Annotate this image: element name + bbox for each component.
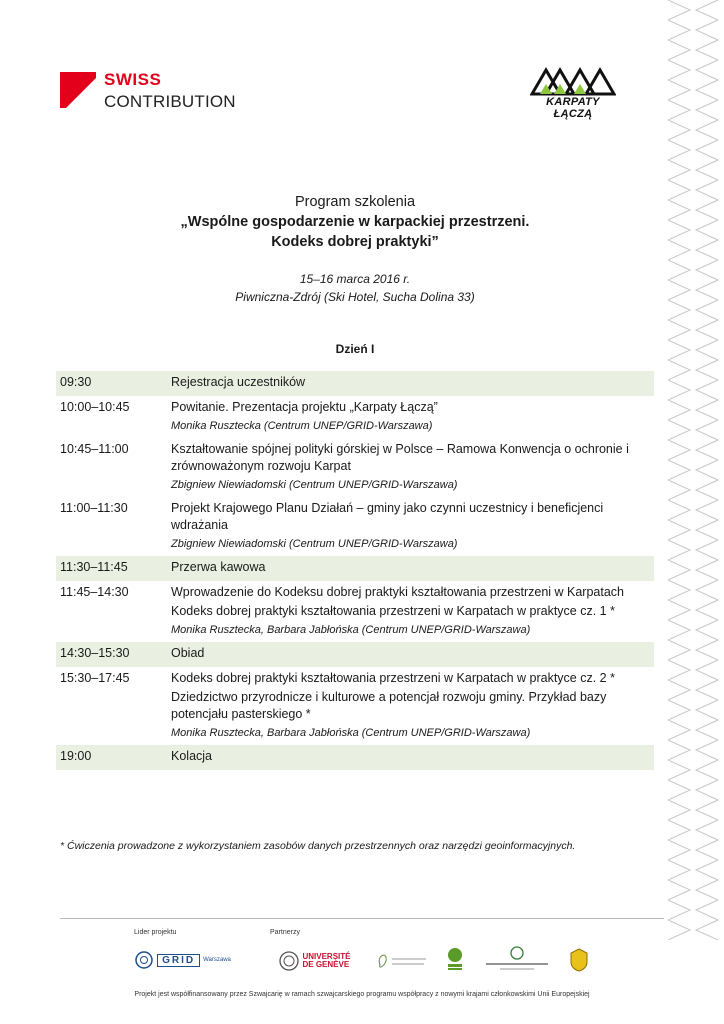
schedule-time: 11:30–11:45 (60, 560, 128, 574)
schedule-description (171, 441, 654, 494)
schedule-item-text: Przerwa kawowa (171, 560, 266, 574)
schedule-speaker: Zbigniew Niewiadomski (Centrum UNEP/GRID-Warszawa) (171, 538, 458, 550)
schedule-row (56, 667, 654, 745)
schedule-item-text: Kształtowanie spójnej polityki górskiej w Polsce – Ramowa Konwencja o ochronie i zrównoważonym rozwoju Karpat (171, 442, 629, 473)
swiss-logo-text: SWISS (104, 70, 162, 89)
schedule-speaker: Monika Rusztecka, Barbara Jabłońska (Centrum UNEP/GRID-Warszawa) (171, 727, 531, 739)
schedule-time: 11:00–11:30 (60, 501, 128, 515)
schedule-item-text: Kolacja (171, 749, 212, 763)
schedule-description (171, 584, 654, 639)
partner-logo-4 (481, 944, 553, 974)
event-date: 15–16 marca 2016 r. (299, 272, 411, 286)
schedule-description (171, 645, 654, 664)
mountains-icon (530, 66, 616, 96)
universite-de-geneve-logo (274, 948, 356, 974)
geneve-logo-line2: DE GENÈVE (302, 960, 350, 969)
partners-label: Partnerzy (270, 929, 300, 936)
schedule-item-text: Rejestracja uczestników (171, 375, 306, 389)
schedule-description (171, 374, 654, 393)
grid-logo-sub: Warszawa (203, 957, 231, 963)
schedule-row (56, 556, 654, 581)
footer-divider (60, 918, 664, 919)
schedule-row (56, 438, 654, 497)
event-meta (60, 270, 650, 306)
schedule-description (171, 559, 654, 578)
schedule-time: 11:45–14:30 (60, 585, 129, 599)
schedule-row (56, 745, 654, 770)
schedule-item-text: Projekt Krajowego Planu Działań – gminy jako czynni uczestnicy i beneficjenci wdrażania (171, 501, 604, 532)
schedule-row (56, 642, 654, 667)
schedule-description (171, 748, 654, 767)
leaf-swirl-icon (374, 947, 428, 973)
schedule-time: 10:00–10:45 (60, 400, 130, 414)
schedule-item-text: Kodeks dobrej praktyki kształtowania przestrzeni w Karpatach w praktyce cz. 2 * (171, 671, 615, 685)
grid-logo-text: GRID (157, 954, 200, 967)
partner-logo-3 (444, 944, 466, 974)
schedule-item-text: Obiad (171, 646, 205, 660)
partner-logo-2 (372, 946, 430, 974)
schedule-table (56, 371, 654, 770)
geneve-logo-line1: UNIVERSITÉ (302, 952, 351, 961)
schedule-description (171, 500, 654, 553)
schedule-time: 09:30 (60, 375, 92, 389)
training-title-line1: „Wspólne gospodarzenie w karpackiej przestrzeni. (180, 214, 530, 230)
schedule-item-text: Powitanie. Prezentacja projektu „Karpaty Łączą” (171, 400, 438, 414)
ecology-center-icon (482, 945, 552, 973)
schedule-item-text: Dziedzictwo przyrodnicze i kulturowe a potencjał rozwoju gminy. Przykład bazy potencjału pasterskiego * (171, 690, 607, 721)
contribution-logo-text: CONTRIBUTION (104, 92, 236, 111)
title-block (60, 192, 650, 252)
schedule-speaker: Zbigniew Niewiadomski (Centrum UNEP/GRID-Warszawa) (171, 479, 458, 491)
schedule-row (56, 581, 654, 642)
partner-logo-5 (568, 946, 590, 974)
schedule-row (56, 371, 654, 396)
un-emblem-icon (135, 951, 153, 969)
schedule-row (56, 396, 654, 438)
swiss-contribution-logo (60, 72, 260, 112)
swiss-logo-mark-icon (60, 72, 96, 108)
karpaty-laczy-logo (528, 66, 618, 118)
schedule-item-text: Kodeks dobrej praktyki kształtowania przestrzeni w Karpatach w praktyce cz. 1 * (171, 604, 615, 618)
unep-grid-logo (133, 948, 233, 972)
schedule-speaker: Monika Rusztecka, Barbara Jabłońska (Centrum UNEP/GRID-Warszawa) (171, 624, 531, 636)
decorative-triangle-pattern (662, 0, 724, 940)
schedule-time: 19:00 (60, 749, 92, 763)
program-title: Program szkolenia (294, 194, 416, 210)
schedule-item-text: Wprowadzenie do Kodeksu dobrej praktyki kształtowania przestrzeni w Karpatach (171, 585, 625, 599)
training-title-line2: Kodeks dobrej praktyki” (271, 234, 439, 250)
event-place: Piwniczna-Zdrój (Ski Hotel, Sucha Dolina 33) (235, 290, 475, 304)
leader-label: Lider projektu (134, 929, 177, 936)
schedule-time: 14:30–15:30 (60, 646, 130, 660)
yellow-shield-icon (570, 948, 588, 972)
footnote: * Ćwiczenia prowadzone z wykorzystaniem zasobów danych przestrzennych oraz narzędzi geoinformacyjnych. (60, 840, 576, 852)
green-emblem-icon (446, 946, 464, 972)
schedule-description (171, 670, 654, 742)
schedule-speaker: Monika Rusztecka (Centrum UNEP/GRID-Warszawa) (171, 420, 433, 432)
karpaty-logo-text: KARPATY ŁĄCZĄ (546, 96, 600, 120)
day-label: Dzień I (335, 342, 375, 356)
schedule-time: 15:30–17:45 (60, 671, 130, 685)
geneve-seal-icon (279, 951, 299, 971)
funding-note: Projekt jest współfinansowany przez Szwajcarię w ramach szwajcarskiego programu współpracy z nowymi krajami członkowskimi Unii Europejskiej (134, 991, 590, 998)
schedule-description (171, 399, 654, 435)
schedule-time: 10:45–11:00 (60, 442, 129, 456)
schedule-row (56, 497, 654, 556)
